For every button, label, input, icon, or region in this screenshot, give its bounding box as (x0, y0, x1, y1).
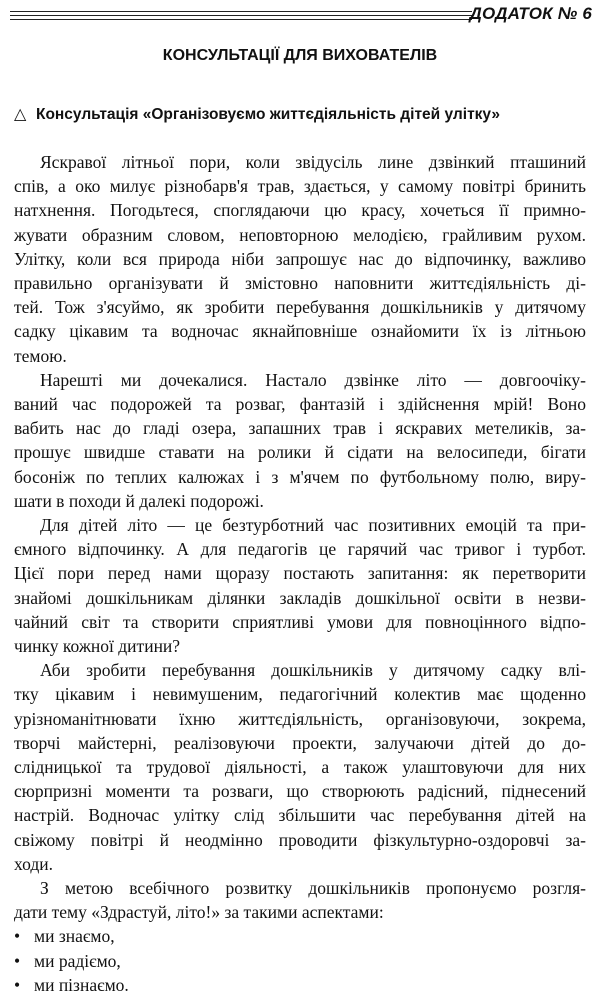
paragraph-line: слідницької та трудової діяльності, а також улаштовуючи для них (14, 757, 586, 777)
paragraph-line: знайомі дошкільникам ділянки закладів дошкільної освіти в незви- (14, 587, 586, 608)
header-rule (10, 11, 472, 12)
paragraph-line: дати тему «Здрастуй, літо!» за такими аспектами: (14, 902, 384, 923)
paragraph-line: жувати образним словом, неповторною мелодією, грайливим рухом. (14, 224, 586, 245)
paragraph-line: садку цікавим та водночас якнайповніше ознайомити їх із літньою (14, 321, 586, 342)
header-rule (10, 19, 472, 20)
triangle-icon: △ (14, 106, 27, 123)
consultation-heading-text: Консультація «Організовуємо життєдіяльність дітей улітку» (36, 106, 501, 123)
paragraph-line: натхнення. Погодьтеся, споглядаючи цю красу, хочеться її примно- (14, 200, 586, 221)
paragraph-line: чайний світ та створити сприятливі умови для повноцінного відпо- (14, 611, 586, 632)
bullet-icon: • (14, 974, 21, 995)
paragraph-line: урізноманітнювати їхню життєдіяльність, організовуючи, зокрема, (14, 708, 586, 729)
paragraph-line: тей. Тож з'ясуймо, як зробити перебування дошкільників у дитячому (14, 297, 586, 318)
paragraph-line: свіжому повітрі й неодмінно проводити фізкультурно-оздоровчі за- (14, 829, 586, 850)
bullet-item (14, 973, 129, 997)
section-title: КОНСУЛЬТАЦІЇ ДЛЯ ВИХОВАТЕЛІВ (162, 47, 438, 64)
paragraph-line: Улітку, коли вся природа ніби запрошує нас до відпочинку, важливо (14, 248, 586, 269)
paragraph-line: сюрпризні моменти та розваги, що створюють радісний, піднесений (14, 781, 586, 802)
paragraph-line: Нарешті ми дочекалися. Настало дзвінке літо — довгоочіку- (40, 369, 586, 390)
bullet-icon: • (14, 950, 21, 971)
bullet-icon: • (14, 926, 21, 947)
paragraph-line: тку цікавим і невимушеним, педагогічний колектив має щоденно (14, 684, 586, 705)
paragraph-line: Яскравої літньої пори, коли звідусіль лине дзвінкий пташиний (40, 152, 586, 172)
bullet-text: ми знаємо, (34, 926, 115, 947)
header-rule (10, 15, 472, 16)
bullet-text: ми радіємо, (34, 950, 121, 971)
paragraph-line: чинку кожної дитини? (14, 636, 181, 656)
paragraph-line: прошує швидше ставати на ролики й сідати на велосипеди, бігати (14, 442, 586, 463)
bullet-item (14, 949, 121, 973)
page-header (0, 2, 600, 32)
paragraph-line: ваний час подорожей та розваг, фантазій і здійснення мрій! Воно (14, 394, 586, 414)
paragraph-line: правильно організувати й змістовно наповнити життєдіяльність ді- (14, 273, 586, 293)
paragraph-line: босоніж по теплих калюжах і з м'ячем по футбольному полю, виру- (14, 466, 586, 487)
paragraph-line: вабить нас до гладі озера, запашних трав і яскравих метеликів, за- (14, 418, 586, 439)
appendix-label: ДОДАТОК № 6 (469, 4, 592, 23)
paragraph-line: творчі майстерні, реалізовуючи проекти, залучаючи дітей до до- (14, 732, 586, 753)
paragraph-line: ємного відпочинку. А для педагогів це гарячий час тривог і турбот. (14, 539, 586, 560)
paragraph-line: ходи. (14, 853, 53, 874)
paragraph-line: Для дітей літо — це безтурботний час позитивних емоцій та при- (40, 515, 586, 535)
consultation-heading (14, 104, 594, 124)
paragraph-line: Аби зробити перебування дошкільників у дитячому садку влі- (40, 660, 586, 681)
paragraph-line: Цієї пори перед нами щоразу постають запитання: як перетворити (14, 563, 586, 584)
paragraph-line: настрій. Водночас улітку слід збільшити час перебування дітей на (14, 805, 586, 826)
paragraph-line: шати в походи й далекі подорожі. (14, 490, 264, 511)
bullet-item (14, 924, 115, 948)
paragraph-line: спів, а око милує різнобарв'я трав, здається, у самому повітрі бринить (14, 176, 586, 197)
paragraph-line: темою. (14, 345, 67, 366)
paragraph-line: З метою всебічного розвитку дошкільників пропонуємо розгля- (40, 878, 586, 898)
bullet-text: ми пізнаємо. (34, 974, 129, 995)
